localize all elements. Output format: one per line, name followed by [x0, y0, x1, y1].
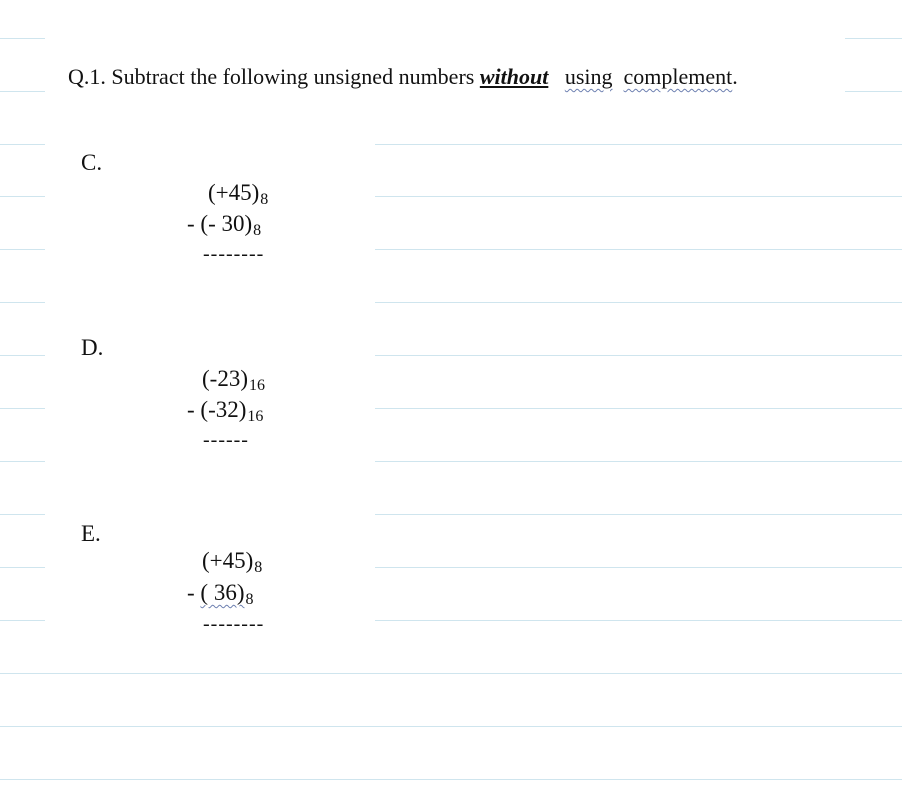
ruled-line	[375, 144, 902, 145]
problem-d-label: D.	[81, 335, 104, 360]
ruled-line	[0, 38, 45, 39]
ruled-line	[0, 91, 45, 92]
ruled-line	[0, 408, 45, 409]
ruled-line	[845, 38, 902, 39]
problem-d-minuend	[202, 366, 265, 394]
problem-e-label: E.	[81, 521, 101, 546]
ruled-line	[375, 567, 902, 568]
ruled-line	[375, 196, 902, 197]
ruled-line	[375, 355, 902, 356]
ruled-line	[375, 461, 902, 462]
ruled-line	[845, 91, 902, 92]
ruled-line	[375, 408, 902, 409]
question-emphasis: without	[479, 64, 549, 89]
problem-d-subtrahend-base: 16	[247, 408, 264, 425]
ruled-line	[0, 673, 902, 674]
ruled-line	[375, 249, 902, 250]
question-text: Q.1. Subtract the following unsigned numbers	[68, 64, 480, 89]
ruled-line	[0, 144, 45, 145]
ruled-line	[0, 779, 902, 780]
problem-e-minuend-value: (+45)	[202, 548, 254, 573]
problem-c-subtrahend-value: - (- 30)	[187, 211, 253, 236]
ruled-line	[0, 620, 45, 621]
problem-c-subtrahend	[187, 211, 262, 239]
problem-e-subtrahend	[187, 580, 254, 608]
question-period: .	[732, 64, 738, 89]
ruled-line	[0, 355, 45, 356]
problem-d-subtrahend	[187, 397, 264, 425]
problem-d-subtrahend-value: - (-32)	[187, 397, 247, 422]
question-word-using: using	[564, 64, 613, 89]
ruled-line	[0, 514, 45, 515]
problem-c-label: C.	[81, 150, 103, 175]
ruled-line	[0, 567, 45, 568]
ruled-line	[375, 514, 902, 515]
ruled-line	[0, 302, 45, 303]
problem-e-subtrahend-value: ( 36)	[200, 580, 245, 605]
ruled-line	[0, 196, 45, 197]
problem-d-minuend-value: (-23)	[202, 366, 248, 391]
problem-e-subtrahend-prefix: -	[187, 580, 201, 605]
problem-c-minuend-base: 8	[260, 191, 269, 208]
problem-c-minuend-value: (+45)	[208, 180, 260, 205]
ruled-line	[375, 302, 902, 303]
ruled-line	[0, 249, 45, 250]
question-word-complement: complement	[623, 64, 733, 89]
ruled-line	[0, 461, 45, 462]
problem-d-divider: ------	[203, 429, 249, 451]
problem-e-minuend-base: 8	[254, 559, 263, 576]
problem-c-subtrahend-base: 8	[253, 222, 262, 239]
ruled-line	[0, 726, 902, 727]
problem-d-minuend-base: 16	[248, 377, 265, 394]
problem-e-divider: --------	[203, 613, 265, 635]
question-heading	[68, 66, 738, 88]
problem-c-minuend	[208, 180, 269, 208]
ruled-line	[375, 620, 902, 621]
problem-e-subtrahend-base: 8	[245, 591, 254, 608]
problem-e-minuend	[202, 548, 263, 576]
problem-c-divider: --------	[203, 243, 265, 265]
